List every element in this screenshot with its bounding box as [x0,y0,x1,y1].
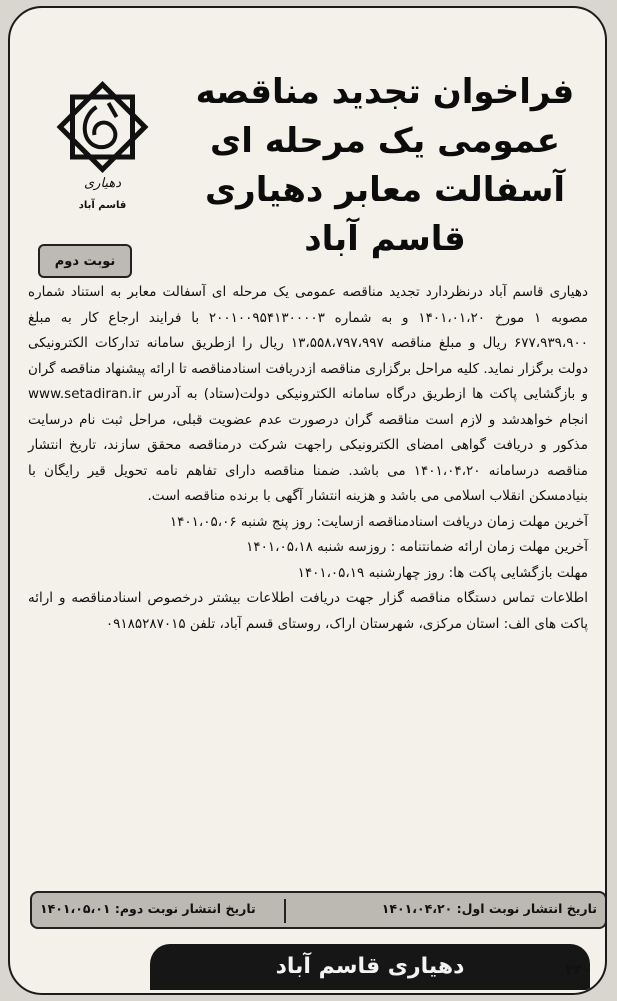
body-paragraph-opening: مهلت بازگشایی پاکت ها: روز چهارشنبه ۱۴۰۱،۰۵،۱۹ [297,564,588,581]
dehyari-logo [40,80,165,230]
title-line: عمومی یک مرحله ای [210,121,560,161]
ad-frame [8,6,607,995]
ad-title [185,68,585,264]
logo-caption: قاسم آباد [78,200,127,211]
page-number: ۴۲۰ [565,962,591,978]
footer-divider [284,899,286,923]
title-line: آسفالت معابر دهیاری [204,170,566,210]
logo-script: دهیاری [84,176,121,191]
turn-badge: نوبت دوم [38,244,132,278]
body-paragraph-main: دهیاری قاسم آباد درنظردارد تجدید مناقصه عمومی یک مرحله ای آسفالت معابر به استناد شماره مصوبه ۱ مورخ ۱۴۰۱،۰۱،۲۰ و به شماره ۲۰۰۱۰۰۹۵۴۱۳۰۰۰۰۳ با فرایند ارجاع کار به مبلغ ۶۷۷،۹۳۹،۹۰۰ ریال و مبلغ مناقصه ۱۳،۵۵۸،۷۹۷،۹۹۷ ریال را ازطریق سامانه تدارکات الکترونیکی دولت برگزار نماید. کلیه مراحل برگزاری مناقصه ازدریافت اسنادمناقصه تا ارائه پیشنهاد مناقصه گران و بازگشایی پاکت ها ازطریق درگاه سامانه الکترونیکی دولت(ستاد) به آدرس www.setadiran.ir انجام خواهدشد و لازم است مناقصه گران درصورت عدم عضویت قبلی، مراحل ثبت نام درسایت مذکور و دریافت گواهی امضای الکترونیکی راجهت شرکت درمناقصه محقق سازند، تاریخ انتشار مناقصه درسامانه ۱۴۰۱،۰۴،۲۰ می باشد. ضمنا مناقصه دارای تفاهم نامه تحویل قیر رایگان با بنیادمسکن انقلاب اسلامی می باشد و هزینه انتشار آگهی با برنده مناقصه است. [28,284,588,504]
body-paragraph-doc-deadline: آخرین مهلت زمان دریافت اسنادمناقصه ازسایت: روز پنج شنبه ۱۴۰۱،۰۵،۰۶ [169,513,588,530]
ad-body [28,280,588,637]
second-publication-date: تاریخ انتشار نوبت دوم: ۱۴۰۱،۰۵،۰۱ [40,901,256,916]
body-paragraph-contact: اطلاعات تماس دستگاه مناقصه گزار جهت دریافت اطلاعات بیشتر درخصوص اسنادمناقصه و ارائه پاکت های الف: استان مرکزی، شهرستان اراک، روستای قسم آباد، تلفن ۰۹۱۸۵۲۸۷۰۱۵ [28,590,588,632]
first-publication-date: تاریخ انتشار نوبت اول: ۱۴۰۱،۰۴،۲۰ [381,901,597,916]
title-line: قاسم آباد [304,219,466,259]
bottom-bar: دهیاری قاسم آباد [150,944,590,990]
body-paragraph-guarantee-deadline: آخرین مهلت زمان ارائه ضمانتنامه : روزسه شنبه ۱۴۰۱،۰۵،۱۸ [246,539,588,555]
rub-el-hizb-star-icon [40,80,165,175]
title-line: فراخوان تجدید مناقصه [195,72,575,112]
publication-dates [30,891,607,929]
